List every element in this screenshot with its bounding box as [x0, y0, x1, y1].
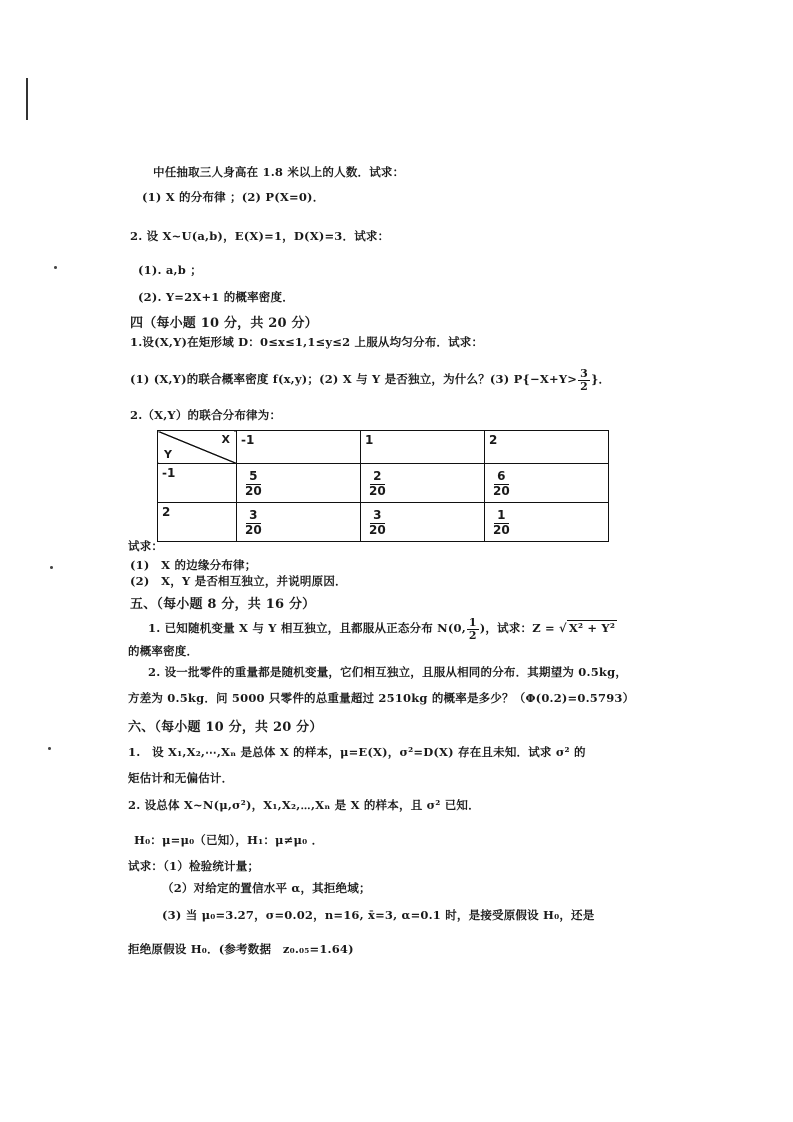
table-cell — [485, 464, 609, 503]
fraction-numerator: 6 — [494, 470, 508, 485]
fraction-denominator: 20 — [245, 522, 262, 537]
scan-speck — [48, 747, 51, 750]
fraction — [578, 368, 590, 392]
text-line: 1. 设 X₁,X₂,⋯,Xₙ 是总体 X 的样本，μ=E(X)，σ²=D(X) 存在且未知．试求 σ² 的 — [128, 745, 586, 759]
text-line — [130, 368, 610, 392]
section-heading: 五、（每小题 8 分，共 16 分） — [130, 597, 316, 612]
text-line: 方差为 0.5kg．问 5000 只零件的总重量超过 2510kg 的概率是多少？（Φ(0.2)=0.5793） — [128, 691, 635, 705]
table-corner-cell — [158, 431, 237, 464]
scan-speck — [54, 266, 57, 269]
text-line: 的概率密度． — [128, 644, 199, 658]
fraction-denominator: 20 — [245, 483, 262, 498]
joint-distribution-table — [157, 430, 609, 542]
fraction — [467, 617, 479, 641]
text-fragment: }． — [590, 372, 611, 387]
text-line: 矩估计和无偏估计． — [128, 771, 234, 785]
text-line: 1.设(X,Y)在矩形域 D：0≤x≤1,1≤y≤2 上服从均匀分布．试求： — [130, 335, 484, 349]
fraction-numerator: 5 — [246, 470, 260, 485]
text-line: H₀：μ=μ₀（已知），H₁：μ≠μ₀ ． — [134, 833, 324, 847]
text-line: 2. 设总体 X~N(μ,σ²)，X₁,X₂,⋯,Xₙ 是 X 的样本，且 σ² 已知． — [128, 798, 480, 812]
cell-fraction — [493, 509, 510, 538]
text-line: 中任抽取三人身高在 1.8 米以上的人数．试求： — [153, 165, 405, 179]
column-header: 2 — [485, 431, 609, 464]
text-line: （2）对给定的置信水平 α，其拒绝域； — [162, 881, 371, 895]
section-heading: 六、（每小题 10 分，共 20 分） — [128, 720, 323, 735]
corner-y-label: Y — [164, 448, 172, 461]
fraction-denominator: 20 — [369, 483, 386, 498]
fraction-denominator: 20 — [493, 483, 510, 498]
text-line: 拒绝原假设 H₀．(参考数据 z₀.₀₅=1.64) — [128, 942, 354, 956]
table-cell — [485, 503, 609, 542]
fraction-denominator: 20 — [493, 522, 510, 537]
fraction-numerator: 1 — [468, 616, 477, 629]
text-line: (1) X 的边缘分布律； — [130, 558, 257, 572]
text-line: (2). Y=2X+1 的概率密度． — [138, 290, 294, 304]
cell-fraction — [493, 470, 510, 499]
text-line: 2. 设一批零件的重量都是随机变量，它们相互独立，且服从相同的分布．其期望为 0.5kg， — [148, 665, 628, 679]
row-header: 2 — [158, 503, 237, 542]
text-line: 2.（X,Y）的联合分布律为： — [130, 408, 282, 422]
fraction-denominator: 20 — [369, 522, 386, 537]
table-row — [158, 503, 609, 542]
text-line — [148, 617, 617, 641]
text-line: 试求： — [128, 539, 164, 553]
table-cell — [361, 503, 485, 542]
text-line: (2) X，Y 是否相互独立，并说明原因． — [130, 574, 347, 588]
table-row — [158, 464, 609, 503]
fraction-denominator: 2 — [580, 379, 588, 393]
text-line: (3) 当 μ₀=3.27，σ=0.02，n=16, x̄=3, α=0.1 时，是接受原假设 H₀，还是 — [162, 908, 595, 922]
table-cell — [237, 464, 361, 503]
text-line: (1). a,b ； — [138, 263, 202, 277]
section-heading: 四（每小题 10 分，共 20 分） — [130, 316, 318, 331]
text-line: 2. 设 X~U(a,b)，E(X)=1，D(X)=3．试求： — [130, 229, 390, 243]
fraction-numerator: 3 — [246, 509, 260, 524]
text-fragment: )，试求：Z = √ — [479, 621, 567, 636]
margin-rule — [26, 78, 28, 120]
text-fragment: (1) (X,Y)的联合概率密度 f(x,y)；(2) X 与 Y 是否独立，为什么？(3) P{−X+Y> — [130, 372, 578, 387]
fraction-numerator: 3 — [370, 509, 384, 524]
cell-fraction — [369, 470, 386, 499]
cell-fraction — [245, 470, 262, 499]
text-line: 试求：（1）检验统计量； — [128, 859, 260, 873]
fraction-numerator: 2 — [370, 470, 384, 485]
table-cell — [237, 503, 361, 542]
cell-fraction — [245, 509, 262, 538]
fraction-numerator: 1 — [494, 509, 508, 524]
scan-speck — [50, 566, 53, 569]
text-fragment: 1. 已知随机变量 X 与 Y 相互独立，且都服从正态分布 N(0, — [148, 621, 466, 636]
fraction-denominator: 2 — [468, 628, 477, 642]
table-cell — [361, 464, 485, 503]
text-line: (1) X 的分布律 ；(2) P(X=0)． — [142, 190, 325, 204]
row-header: -1 — [158, 464, 237, 503]
column-header: 1 — [361, 431, 485, 464]
corner-x-label: X — [221, 433, 230, 446]
cell-fraction — [369, 509, 386, 538]
column-header: -1 — [237, 431, 361, 464]
radicand: X² + Y² — [568, 621, 616, 636]
fraction-numerator: 3 — [580, 367, 588, 380]
